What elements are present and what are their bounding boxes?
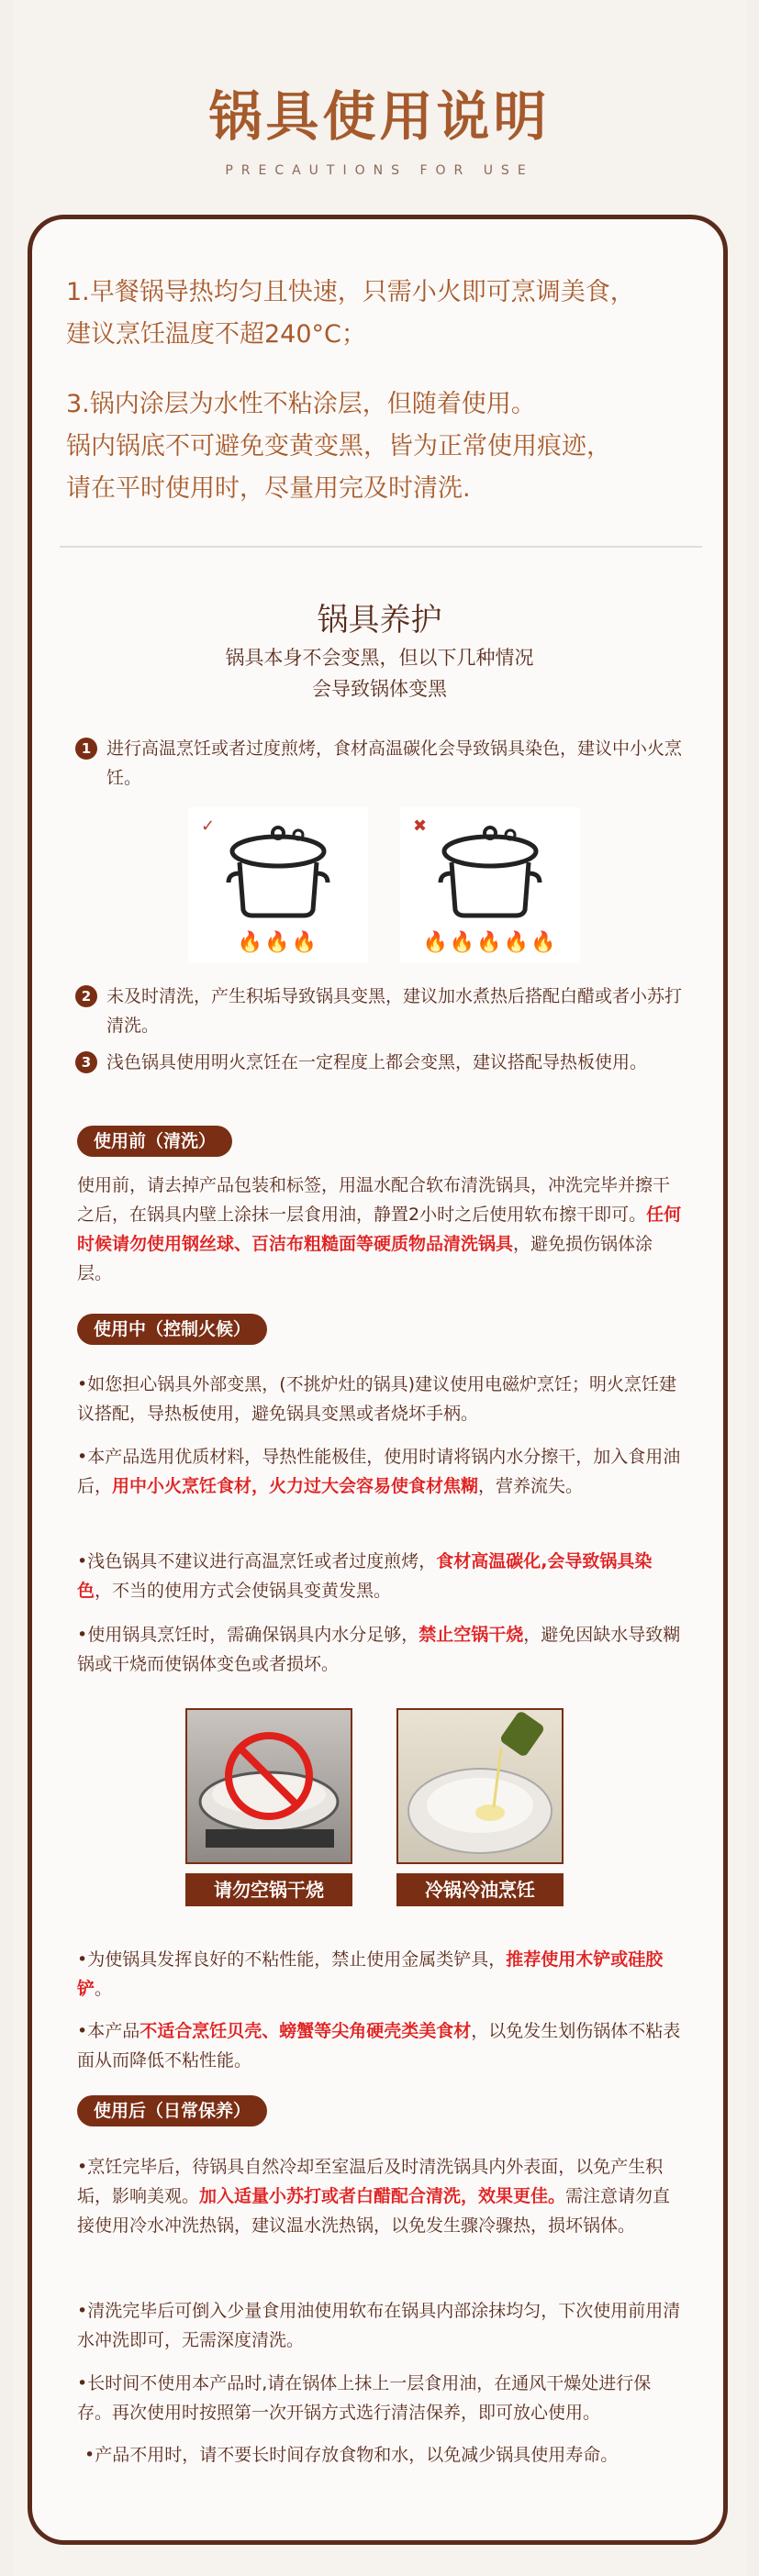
pan-illustration <box>398 1710 562 1862</box>
number-badge: 1 <box>75 738 97 760</box>
intro-line: 建议烹饪温度不超240°C； <box>66 320 366 349</box>
text: ，避免损伤锅体涂层。 <box>77 1234 653 1283</box>
text: 使用前，请去掉产品包装和标签，用温水配合软布清洗锅具，冲洗完毕并擦干之后，在锅具内壁上涂抹一层食用油，静置2小时之后使用软布擦干即可。 <box>77 1175 671 1225</box>
text: 需注意请勿直接使用冷水冲洗热锅，建议温水洗热锅，以免发生骤冷骤热，损坏锅体。 <box>77 2186 671 2236</box>
care-subtitle-line: 会导致锅体变黑 <box>312 678 447 700</box>
text: ，不当的使用方式会使锅具变黄发黑。 <box>95 1581 392 1601</box>
number-badge: 2 <box>75 985 97 1007</box>
care-title: 锅具养护 <box>317 602 442 638</box>
text: •浅色锅具不建议进行高温烹饪或者过度煎烤， <box>77 1551 437 1571</box>
text: 。 <box>95 1979 113 1999</box>
after-bullet-3: •长时间不使用本产品时,请在锅体上抹上一层食用油，在通风干燥处进行保存。再次使用时按照第一次开锅方式选行清洁保养，即可放心使用。 <box>77 2373 652 2423</box>
intro-line: 锅内锅底不可避免变黄变黑，皆为正常使用痕迹， <box>66 432 611 461</box>
page-subtitle: PRECAUTIONS FOR USE <box>225 163 534 178</box>
pot-icon <box>188 807 368 927</box>
number-badge: 3 <box>75 1051 97 1073</box>
care-item-3 <box>77 1048 683 1077</box>
pot-illustration-bad <box>400 807 580 963</box>
flame-icons: 🔥🔥🔥 <box>237 931 319 954</box>
during-bullet-2 <box>77 1442 683 1501</box>
during-bullet-1: •如您担心锅具外部变黑，(不挑炉灶的锅具)建议使用电磁炉烹饪；明火烹饪建议搭配，导热板使用，避免锅具变黑或者烧坏手柄。 <box>77 1374 677 1424</box>
intro-line: 请在平时使用时，尽量用完及时清洗. <box>66 474 471 503</box>
text: ，营养流失。 <box>478 1476 584 1496</box>
warning-text: 任何时候请勿使用钢丝球、百洁布粗糙面等硬质物品清洗锅具 <box>77 1205 682 1254</box>
page-title: 锅具使用说明 <box>208 85 551 148</box>
after-bullet-2: •清洗完毕后可倒入少量食用油使用软布在锅具内部涂抹均匀，下次使用前用清水冲洗即可，无需深度清洗。 <box>77 2301 681 2350</box>
text: •使用锅具烹饪时，需确保锅具内水分足够， <box>77 1625 419 1645</box>
during-bullet-4 <box>77 1620 683 1679</box>
warning-text: 不适合烹饪贝壳、螃蟹等尖角硬壳类美食材 <box>140 2021 472 2041</box>
care-item-text: 进行高温烹饪或者过度煎烤，食材高温碳化会导致锅具染色，建议中小火烹饪。 <box>106 738 683 788</box>
pot-illustration-good <box>188 807 368 963</box>
during-bullet-5 <box>77 1945 683 2004</box>
text: ，以免发生划伤锅体不粘表面从而降低不粘性能。 <box>77 2021 681 2071</box>
divider <box>60 546 702 548</box>
during-bullet-6 <box>77 2016 683 2075</box>
care-item-2 <box>77 982 683 1040</box>
warning-text: 食材高温碳化,会导致锅具染色 <box>77 1551 653 1601</box>
before-paragraph <box>77 1171 683 1288</box>
intro-line: 1.早餐锅导热均匀且快速，只需小火即可烹调美食， <box>66 278 635 306</box>
photo-no-dry-heating <box>185 1708 352 1864</box>
care-subtitle <box>0 642 759 705</box>
check-icon: ✓ <box>201 816 216 836</box>
warning-text: 禁止空锅干烧 <box>419 1625 524 1645</box>
after-bullet-4: •产品不用时，请不要长时间存放食物和水，以免减少锅具使用寿命。 <box>84 2445 619 2465</box>
care-subtitle-line: 锅具本身不会变黑，但以下几种情况 <box>225 647 534 669</box>
warning-text: 推荐使用木铲或硅胶铲 <box>77 1949 664 1999</box>
warning-text: 用中小火烹饪食材，火力过大会容易使食材焦糊 <box>112 1476 479 1496</box>
intro-line: 3.锅内涂层为水性不粘涂层，但随着使用。 <box>66 390 536 418</box>
text: •烹饪完毕后，待锅具自然冷却至室温后及时清洗锅具内外表面，以免产生积垢，影响美观。 <box>77 2157 664 2206</box>
text: •本产品 <box>77 2021 140 2041</box>
pot-icon <box>400 807 580 927</box>
care-item-1 <box>77 734 683 793</box>
cross-icon: ✖ <box>413 816 428 836</box>
text: •为使锅具发挥良好的不粘性能，禁止使用金属类铲具， <box>77 1949 507 1970</box>
warning-text: 加入适量小苏打或者白醋配合清洗，效果更佳。 <box>199 2186 566 2206</box>
after-bullet-1 <box>77 2152 683 2240</box>
section-label-during: 使用中（控制火候） <box>77 1314 267 1345</box>
flame-icons: 🔥🔥🔥🔥🔥 <box>422 931 558 954</box>
section-label-before: 使用前（清洗） <box>77 1126 232 1157</box>
photo-caption: 请勿空锅干烧 <box>185 1873 352 1906</box>
care-item-text: 未及时清洗，产生积垢导致锅具变黑，建议加水煮热后搭配白醋或者小苏打清洗。 <box>106 986 683 1036</box>
text: •本产品选用优质材料，导热性能极佳，使用时请将锅内水分擦干，加入食用油后， <box>77 1447 681 1496</box>
text: ，避免因缺水导致糊锅或干烧而使锅体变色或者损坏。 <box>77 1625 681 1674</box>
pan-illustration <box>187 1710 351 1862</box>
intro-paragraph-1 <box>66 272 709 356</box>
photo-caption: 冷锅冷油烹饪 <box>396 1873 564 1906</box>
during-bullet-3 <box>77 1547 683 1605</box>
photo-cold-oil <box>396 1708 564 1864</box>
section-label-after: 使用后（日常保养） <box>77 2095 267 2126</box>
care-item-text: 浅色锅具使用明火烹饪在一定程度上都会变黑，建议搭配导热板使用。 <box>106 1052 648 1072</box>
intro-paragraph-2 <box>66 383 709 510</box>
